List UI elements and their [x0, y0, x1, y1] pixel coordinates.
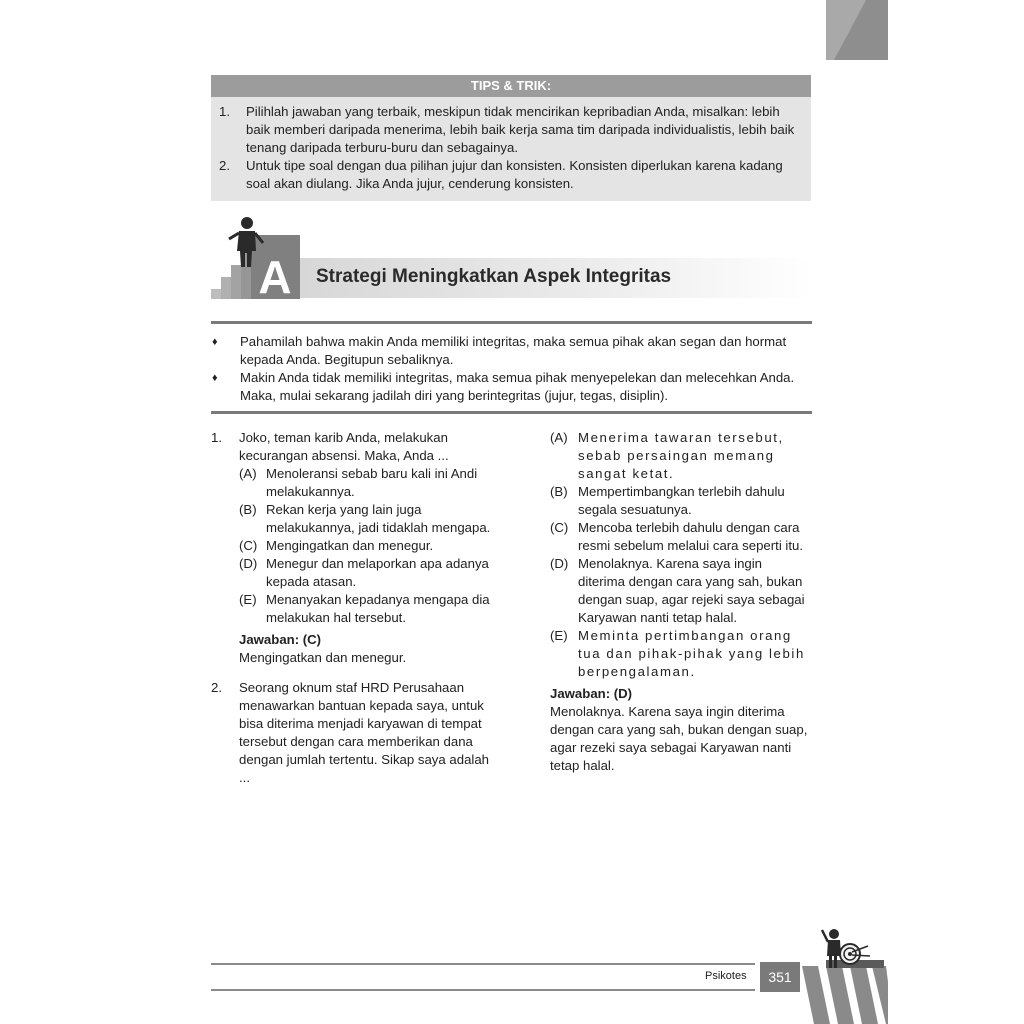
footer-book-label: Psikotes: [705, 970, 747, 982]
section-title: Strategi Meningkatkan Aspek Integritas: [316, 266, 672, 287]
option-text: Mencoba terlebih dahulu dengan cara resmi sebelum melalui cara seperti itu.: [578, 520, 804, 553]
section-letter: A: [258, 251, 292, 299]
bullet-item: [211, 333, 812, 369]
option-b: [550, 483, 812, 519]
corner-tab-decoration: [826, 0, 888, 60]
option-text: Menegur dan melaporkan apa adanya kepada atasan.: [266, 556, 489, 589]
bullet-item: [211, 369, 812, 405]
option-letter: (C): [550, 520, 569, 535]
option-letter: (B): [239, 502, 257, 517]
option-e: [239, 591, 502, 627]
tips-list: [211, 97, 811, 193]
tips-item: [219, 103, 803, 157]
tips-item-text: Untuk tipe soal dengan dua pilihan jujur dan konsisten. Konsisten diperlukan karena kadang soal akan diulang. Jika Anda jujur, cenderung konsisten.: [246, 158, 783, 191]
option-text: Rekan kerja yang lain juga melakukannya, jadi tidaklah mengapa.: [266, 502, 491, 535]
tips-item-number: 1.: [219, 104, 230, 119]
divider-top: [211, 321, 812, 324]
question-text: Joko, teman karib Anda, melakukan kecurangan absensi. Maka, Anda ...: [239, 430, 449, 463]
tips-item-number: 2.: [219, 158, 230, 173]
option-d: [239, 555, 502, 591]
footer-rule-top: [211, 963, 755, 965]
footer-rule-bottom: [211, 989, 755, 991]
right-column: [550, 429, 812, 775]
diamond-bullet-icon: ♦: [212, 372, 218, 384]
left-column: [211, 429, 502, 787]
option-text: Mempertimbangkan terlebih dahulu segala sesuatunya.: [578, 484, 785, 517]
question-1: [211, 429, 502, 667]
option-letter: (A): [550, 430, 568, 445]
option-b: [239, 501, 502, 537]
option-letter: (C): [239, 538, 258, 553]
question-text: Seorang oknum staf HRD Perusahaan menawarkan bantuan kepada saya, untuk bisa diterima menjadi karyawan di tempat tersebut dengan cara memberikan dana dengan jumlah tertentu. Sikap saya adalah ...: [239, 680, 490, 785]
answer-text: Menolaknya. Karena saya ingin diterima dengan cara yang sah, bukan dengan suap, agar rezeki saya sebagai Karyawan nanti tetap halal.: [550, 704, 808, 773]
question-2: [211, 679, 502, 787]
option-letter: (E): [239, 592, 257, 607]
tips-heading: TIPS & TRIK:: [211, 75, 811, 97]
option-letter: (D): [550, 556, 569, 571]
tips-item: [219, 157, 803, 193]
option-a: [239, 465, 502, 501]
divider-bottom: [211, 411, 812, 414]
tips-box: [211, 75, 811, 201]
option-text: Mengingatkan dan menegur.: [266, 538, 434, 553]
option-letter: (D): [239, 556, 258, 571]
answer-label: Jawaban: (D): [550, 686, 633, 701]
page-number: 351: [760, 962, 800, 992]
bullet-text: Makin Anda tidak memiliki integritas, maka semua pihak menyepelekan dan melecehkan Anda. Maka, mulai sekarang jadilah diri yang berintegritas (jujur, tegas, disiplin).: [240, 370, 795, 403]
tips-item-text: Pilihlah jawaban yang terbaik, meskipun tidak mencirikan kepribadian Anda, misalkan: lebih baik memberi daripada menerima, lebih baik kerja sama tim daripada individualistis, lebih baik tenang daripada terburu-buru dan sebagainya.: [246, 104, 795, 155]
person-on-stairs-icon: [211, 215, 303, 299]
option-letter: (A): [239, 466, 257, 481]
option-text: Meminta pertimbangan orang tua dan pihak-pihak yang lebih berpengalaman.: [578, 628, 805, 679]
question-number: 2.: [211, 680, 222, 695]
option-letter: (E): [550, 628, 568, 643]
option-c: [550, 519, 812, 555]
option-e: [550, 627, 812, 681]
question-number: 1.: [211, 430, 222, 445]
bullet-text: Pahamilah bahwa makin Anda memiliki integritas, maka semua pihak akan segan dan hormat kepada Anda. Begitupun sebaliknya.: [240, 334, 787, 367]
person-with-target-icon: [800, 922, 888, 1024]
option-text: Menoleransi sebab baru kali ini Andi melakukannya.: [266, 466, 478, 499]
answer-text: Mengingatkan dan menegur.: [239, 650, 407, 665]
answer-label: Jawaban: (C): [239, 632, 322, 647]
option-letter: (B): [550, 484, 568, 499]
diamond-bullet-icon: ♦: [212, 336, 218, 348]
option-a: [550, 429, 812, 483]
option-d: [550, 555, 812, 627]
option-c: [239, 537, 502, 555]
option-text: Menerima tawaran tersebut, sebab persaingan memang sangat ketat.: [578, 430, 784, 481]
option-text: Menanyakan kepadanya mengapa dia melakukan hal tersebut.: [266, 592, 490, 625]
bullet-list: [211, 333, 812, 405]
option-text: Menolaknya. Karena saya ingin diterima dengan cara yang sah, bukan dengan suap, agar rejeki saya sebagai Karyawan nanti tetap halal.: [578, 556, 805, 625]
